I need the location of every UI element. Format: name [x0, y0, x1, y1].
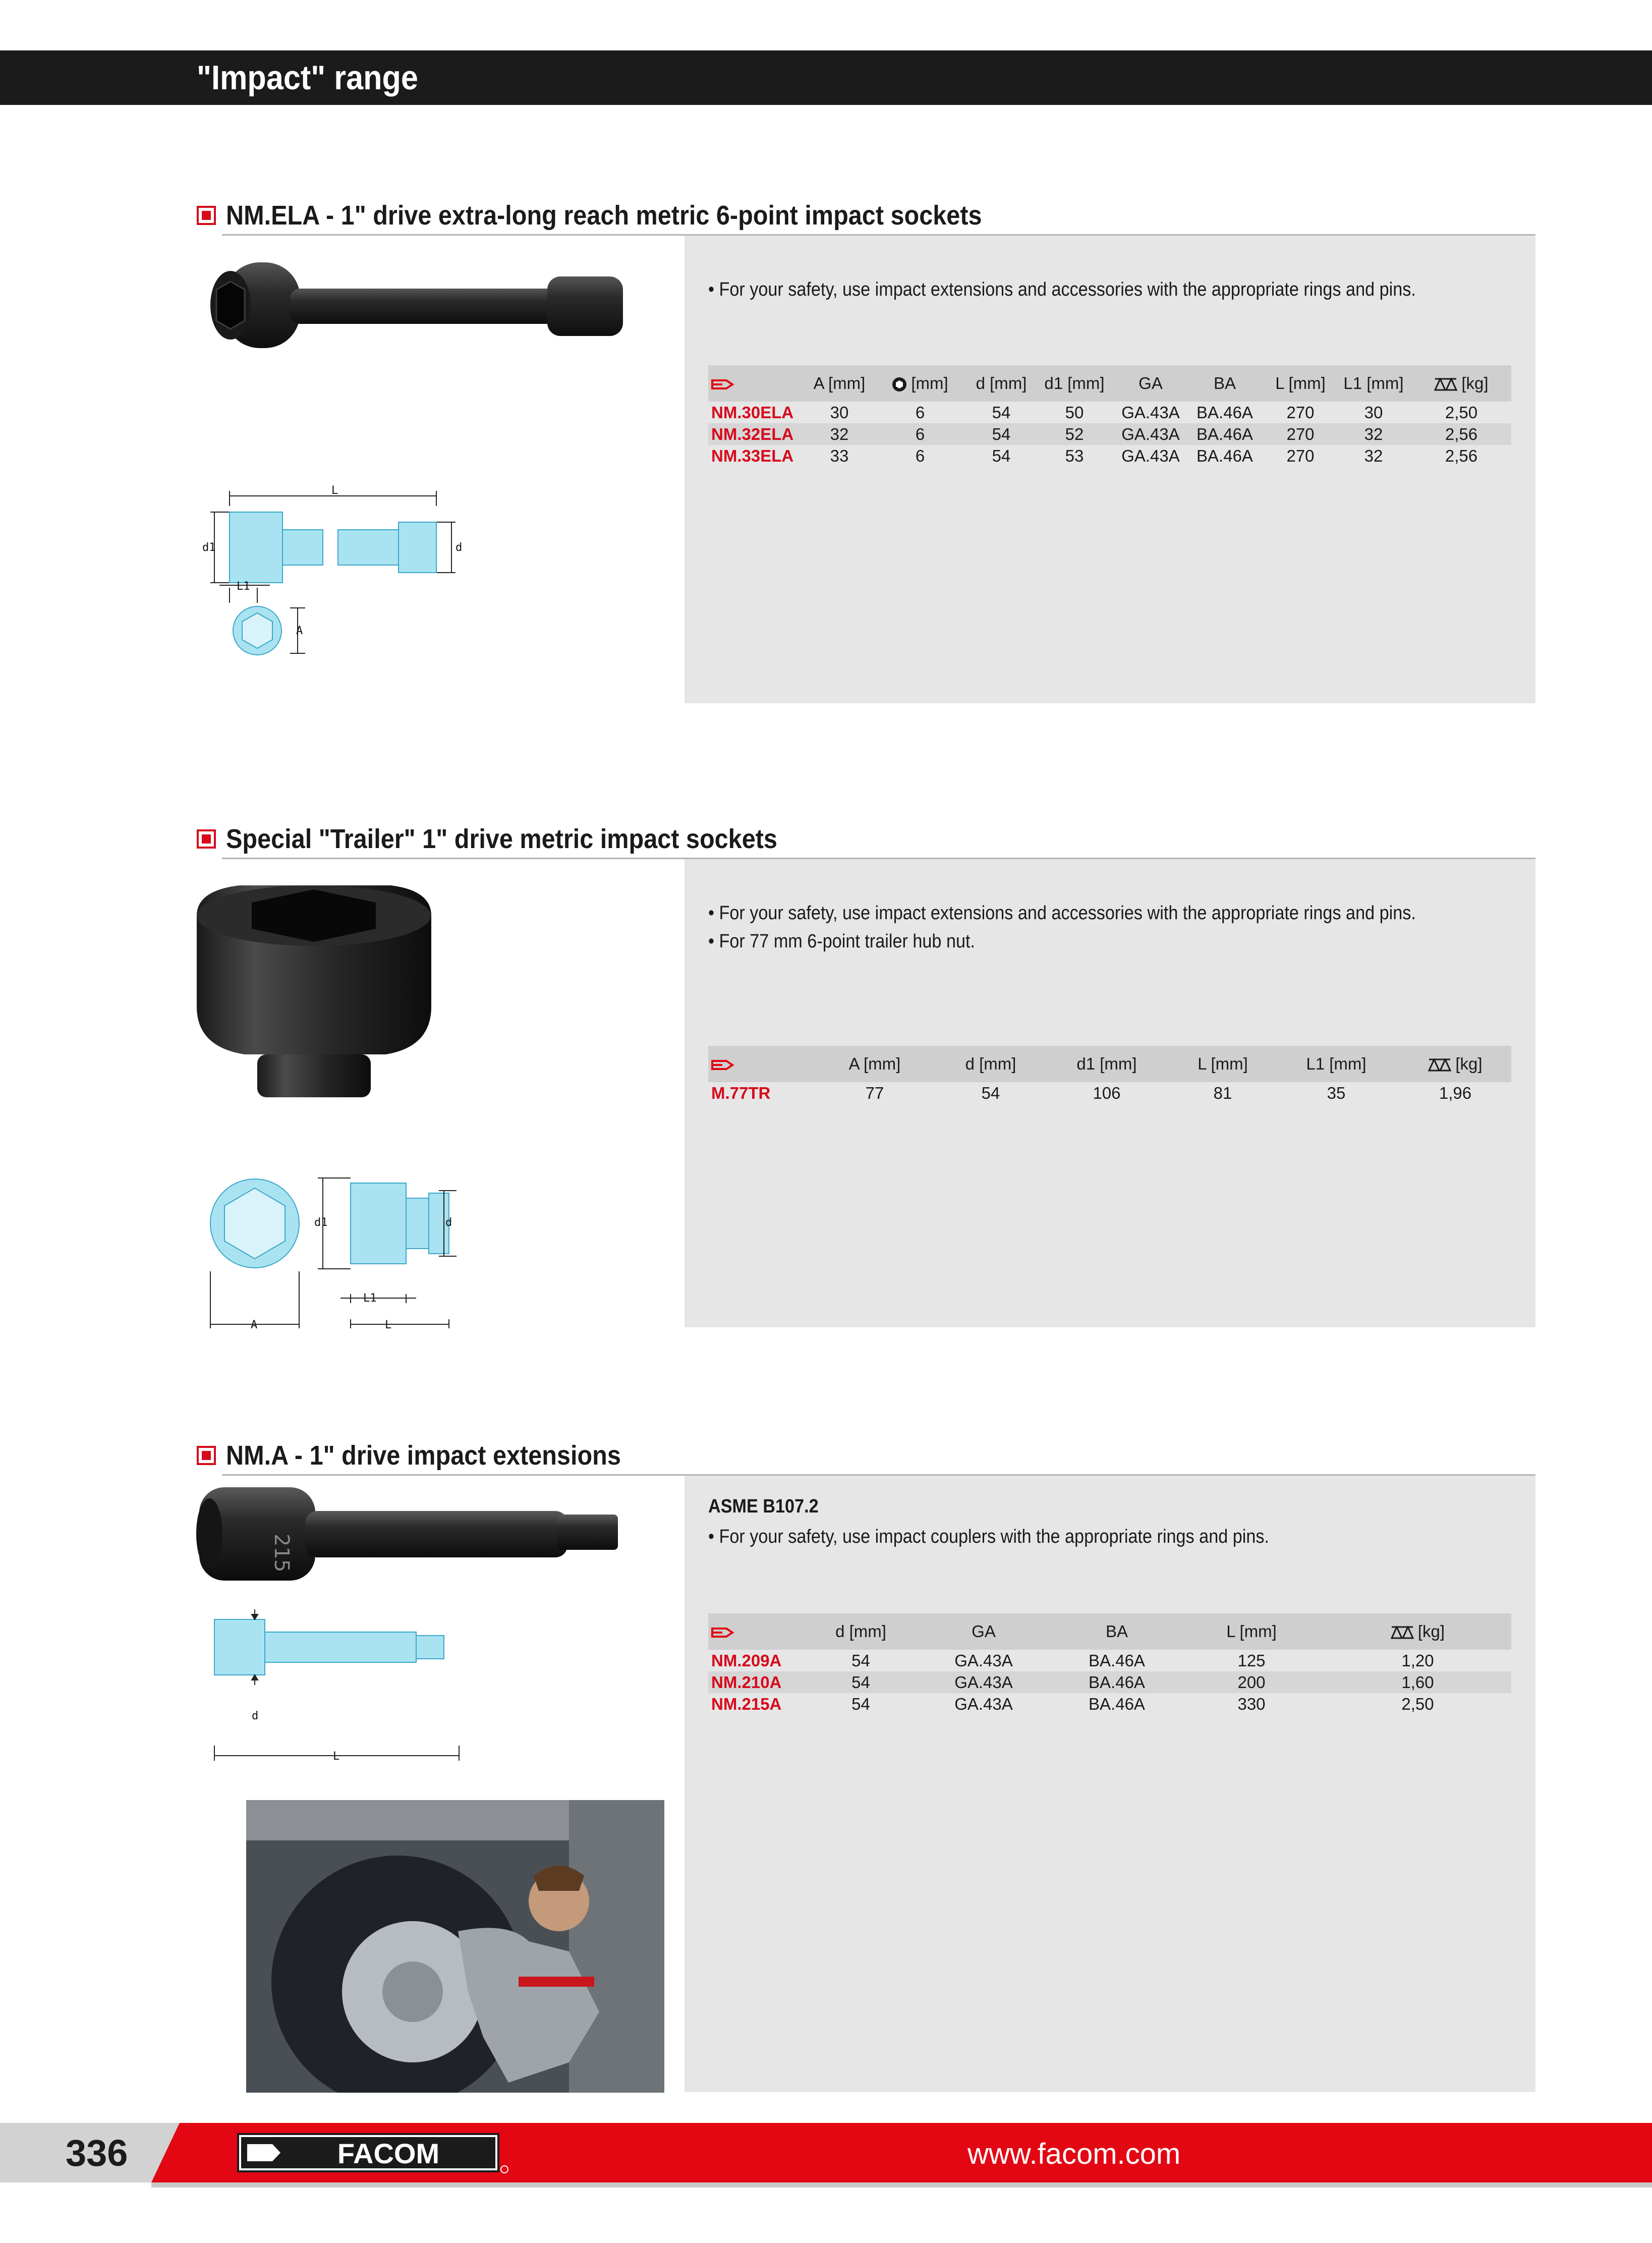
- section-heading-trailer: [197, 822, 1535, 858]
- facom-logo: [237, 2132, 509, 2174]
- section-heading-nm-a: [197, 1439, 1535, 1474]
- tool-marking: 215: [270, 1534, 293, 1573]
- diagram-label-A: A: [251, 1319, 258, 1331]
- table-row: NM.30ELA 30 6 54 50 GA.43A BA.46A 270 30 2,50: [711, 403, 1478, 422]
- diagram-label-L1: L1: [237, 580, 250, 593]
- standard-label: ASME B107.2: [708, 1496, 819, 1517]
- extension-dimension-diagram: [209, 1609, 472, 1771]
- safety-note: • For your safety, use impact extensions and accessories with the appropriate rings and pins.: [708, 279, 1416, 300]
- diagram-label-d: d: [455, 541, 463, 554]
- reference-icon: [711, 1627, 734, 1638]
- column-header-hex: [mm]: [870, 365, 971, 402]
- weight-icon: [1428, 1058, 1451, 1072]
- section-marker-icon: [197, 206, 216, 225]
- page-title: "Impact" range: [197, 59, 418, 97]
- column-header: L [mm]: [1179, 1613, 1324, 1650]
- safety-note: • For your safety, use impact extensions and accessories with the appropriate rings and pins.: [708, 903, 1416, 924]
- diagram-label-L1: L1: [363, 1292, 377, 1305]
- reference-column-header: [708, 365, 809, 402]
- column-header: GA: [913, 1613, 1055, 1650]
- brand-name: FACOM: [337, 2138, 440, 2169]
- footer-underline: [151, 2182, 1652, 2188]
- diagram-label-A: A: [296, 625, 303, 637]
- table-row: NM.215A 54 GA.43A BA.46A 330 2,50: [711, 1695, 1434, 1713]
- column-header: L [mm]: [1172, 1046, 1273, 1082]
- section-marker-icon: [197, 829, 216, 849]
- hexagon-icon: [892, 377, 907, 392]
- trailer-socket-dimension-diagram: [204, 1168, 477, 1339]
- column-header: d1 [mm]: [1032, 365, 1117, 402]
- reference-icon: [711, 379, 734, 390]
- table-row: M.77TR 77 54 106 81 35 1,96: [711, 1084, 1472, 1102]
- impact-extension-image: [194, 1483, 633, 1584]
- column-header-weight: [kg]: [1324, 1613, 1511, 1650]
- section-title: NM.ELA - 1" drive extra-long reach metric 6-point impact sockets: [226, 200, 982, 231]
- column-header-weight: [kg]: [1411, 365, 1511, 402]
- column-header-weight: [kg]: [1399, 1046, 1511, 1082]
- weight-icon: [1434, 378, 1457, 391]
- weight-icon: [1391, 1626, 1414, 1639]
- diagram-label-d: d: [252, 1710, 259, 1722]
- reference-column-header: [708, 1613, 809, 1650]
- page-number: 336: [66, 2132, 128, 2174]
- reference-column-header: [708, 1046, 809, 1082]
- column-header: d [mm]: [940, 1046, 1041, 1082]
- extra-long-socket-image: [194, 257, 633, 353]
- spec-panel-nm-ela: [685, 236, 1535, 703]
- diagram-label-L: L: [333, 1750, 340, 1763]
- mechanic-truck-wheel-photo: [246, 1800, 664, 2093]
- table-row: NM.209A 54 GA.43A BA.46A 125 1,20: [711, 1651, 1434, 1670]
- spec-panel-nm-a: [685, 1476, 1535, 2092]
- column-header: A [mm]: [809, 1046, 940, 1082]
- column-header: d [mm]: [971, 365, 1032, 402]
- reference-icon: [711, 1059, 734, 1071]
- table-row: NM.33ELA 33 6 54 53 GA.43A BA.46A 270 32 2,56: [711, 446, 1478, 465]
- spec-table-nm-a: [708, 1613, 1511, 1715]
- table-row: NM.210A 54 GA.43A BA.46A 200 1,60: [708, 1671, 1511, 1693]
- diagram-label-d: d: [445, 1216, 452, 1229]
- column-header: A [mm]: [809, 365, 870, 402]
- column-header: d1 [mm]: [1041, 1046, 1172, 1082]
- column-header: BA: [1184, 365, 1265, 402]
- section-heading-nm-ela: [197, 199, 1535, 234]
- column-header: GA: [1117, 365, 1184, 402]
- diagram-label-d1: d1: [202, 541, 216, 554]
- section-title: NM.A - 1" drive impact extensions: [226, 1440, 621, 1471]
- column-header: BA: [1055, 1613, 1179, 1650]
- socket-dimension-diagram: [199, 482, 482, 663]
- section-title: Special "Trailer" 1" drive metric impact sockets: [226, 824, 777, 854]
- diagram-label-L: L: [385, 1319, 392, 1331]
- column-header: L1 [mm]: [1336, 365, 1411, 402]
- column-header: d [mm]: [809, 1613, 913, 1650]
- spec-table-nm-ela: [708, 365, 1511, 467]
- trailer-socket-image: [194, 880, 436, 1102]
- usage-note: • For 77 mm 6-point trailer hub nut.: [708, 931, 976, 952]
- section-marker-icon: [197, 1446, 216, 1465]
- website-url[interactable]: www.facom.com: [967, 2138, 1181, 2170]
- safety-note: • For your safety, use impact couplers with the appropriate rings and pins.: [708, 1526, 1269, 1547]
- table-row: NM.32ELA 32 6 54 52 GA.43A BA.46A 270 32 2,56: [708, 423, 1511, 445]
- column-header: L [mm]: [1265, 365, 1336, 402]
- column-header: L1 [mm]: [1273, 1046, 1399, 1082]
- diagram-label-d1: d1: [314, 1216, 328, 1229]
- diagram-label-L: L: [331, 484, 338, 497]
- spec-table-trailer: [708, 1046, 1511, 1104]
